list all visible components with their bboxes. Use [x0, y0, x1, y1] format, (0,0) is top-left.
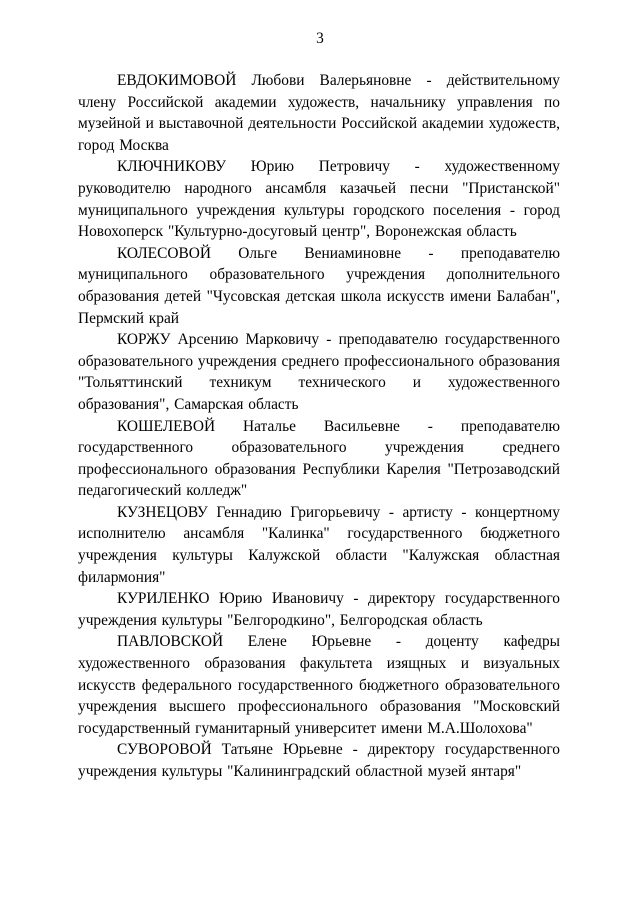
recipient-entry: КОШЕЛЕВОЙ Наталье Васильевне - преподавателю государственного образовательного учреждения среднего профессионального образования Республики Карелия "Петрозаводский педагогический колледж" [78, 417, 560, 500]
recipient-entry: СУВОРОВОЙ Татьяне Юрьевне - директору государственного учреждения культуры "Калининградский областной музей янтаря" [78, 741, 560, 780]
recipient-entry: КОЛЕСОВОЙ Ольге Вениаминовне - преподавателю муниципального образовательного учреждения дополнительного образования детей "Чусовская детская школа искусств имени Балабан", Пермский край [78, 244, 560, 327]
page-number: 3 [316, 30, 324, 47]
recipient-entry: ПАВЛОВСКОЙ Елене Юрьевне - доценту кафедры художественного образования факультета изящных и визуальных искусств федерального государственного бюджетного образовательного учреждения высшего профессионального образования "Московский государственный гуманитарный университет имени М.А.Шолохова" [78, 633, 560, 737]
recipient-entry: КОРЖУ Арсению Марковичу - преподавателю государственного образовательного учреждения среднего профессионального образования "Тольяттинский техникум технического и художественного образования", Самарская область [78, 331, 560, 413]
recipient-entry: КУЗНЕЦОВУ Геннадию Григорьевичу - артисту - концертному исполнителю ансамбля "Калинка" государственного бюджетного учреждения культуры Калужской области "Калужская областная филармония" [78, 503, 560, 586]
award-recipient-list [78, 70, 560, 783]
recipient-entry: КУРИЛЕНКО Юрию Ивановичу - директору государственного учреждения культуры "Белгородкино", Белгородская область [78, 590, 560, 629]
recipient-entry: ЕВДОКИМОВОЙ Любови Валерьяновне - действительному члену Российской академии художеств, начальнику управления по музейной и выставочной деятельности Российской академии художеств, город Москва [78, 72, 560, 154]
recipient-entry: КЛЮЧНИКОВУ Юрию Петровичу - художественному руководителю народного ансамбля казачьей песни "Пристанской" муниципального учреждения культуры городского поселения - город Новохоперск "Культурно-досуговый центр", Воронежская область [78, 158, 560, 241]
